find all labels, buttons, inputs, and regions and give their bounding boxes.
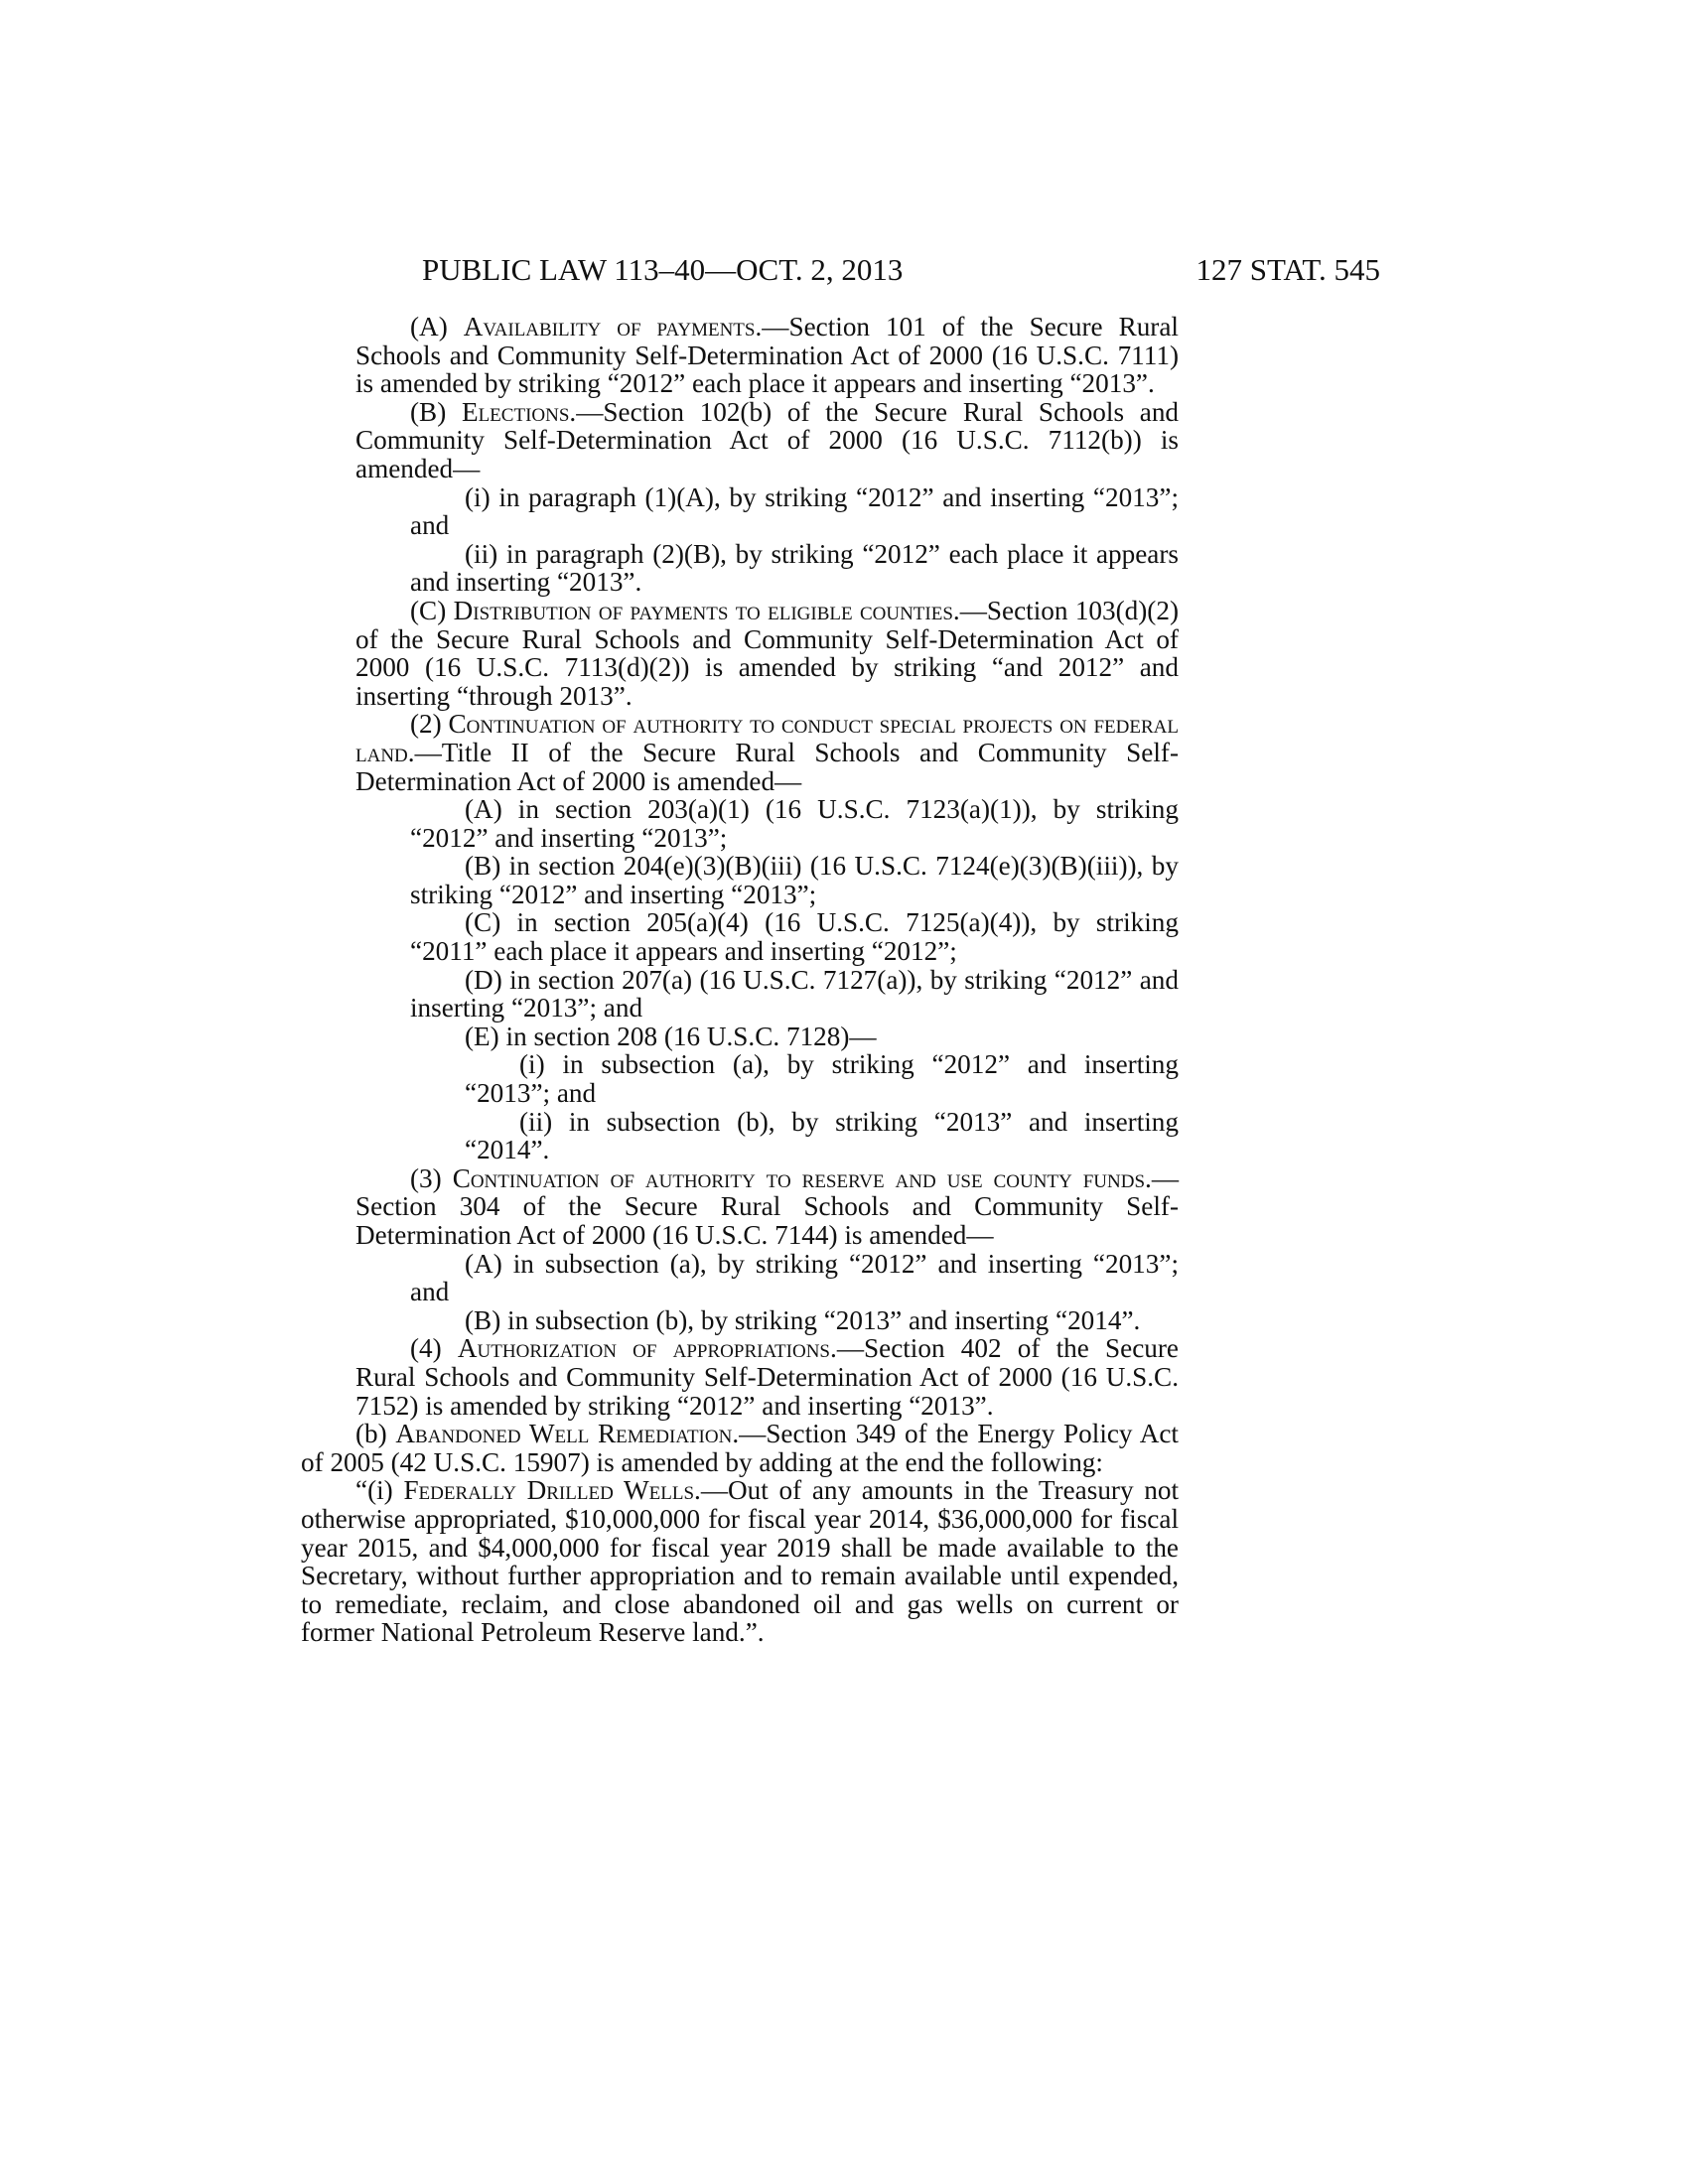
enumerator: (A)	[410, 312, 464, 341]
subparagraph-c-distribution	[355, 597, 1179, 710]
paragraph-2-special-projects	[355, 710, 1179, 795]
clause-2e-i: (i) in subsection (a), by striking “2012” and inserting “2013”; and	[465, 1049, 1179, 1109]
subparagraph-2c: (C) in section 205(a)(4) (16 U.S.C. 7125(a)(4)), by striking “2011” each place it appears and inserting “2012”;	[410, 907, 1179, 967]
page-citation: 127 STAT. 545	[1196, 252, 1380, 287]
section-heading: Distribution of payments to eligible counties	[453, 595, 953, 625]
subparagraph-2a: (A) in section 203(a)(1) (16 U.S.C. 7123(a)(1)), by striking “2012” and inserting “2013”;	[410, 794, 1179, 853]
section-heading: Abandoned Well Remediation	[395, 1419, 733, 1449]
section-heading: Continuation of authority to conduct special projects on federal land	[355, 709, 1179, 767]
section-heading: Elections	[461, 396, 570, 427]
section-text: .—Section 349 of the Energy Policy Act of 2005 (42 U.S.C. 15907) is amended by adding at the end the following:	[301, 1419, 1179, 1477]
section-text: .—Section 101 of the Secure Rural Schools and Community Self-Determination Act of 2000 (16 U.S.C. 7111) is amended by striking “2012” each place it appears and inserting “2013”.	[355, 312, 1179, 399]
subparagraph-3a: (A) in subsection (a), by striking “2012” and inserting “2013”; and	[410, 1248, 1179, 1307]
subparagraph-a-availability	[355, 313, 1179, 398]
paragraph-4-authorization	[355, 1334, 1179, 1420]
section-text: .—Title II of the Secure Rural Schools and Community Self-Determination Act of 2000 is amended—	[355, 737, 1179, 796]
section-text: .—Section 304 of the Secure Rural Schools and Community Self-Determination Act of 2000 (16 U.S.C. 7144) is amended—	[355, 1162, 1180, 1250]
enumerator: (C)	[410, 595, 454, 625]
section-heading: Federally Drilled Wells	[403, 1475, 695, 1506]
clause-2e-ii: (ii) in subsection (b), by striking “2013” and inserting “2014”.	[465, 1106, 1179, 1165]
section-heading: Continuation of authority to reserve and use county funds	[452, 1162, 1146, 1193]
subparagraph-b-elections	[355, 398, 1179, 483]
section-heading: Authorization of appropriations	[457, 1333, 831, 1364]
section-text: .—Section 102(b) of the Secure Rural Schools and Community Self-Determination Act of 2000 (16 U.S.C. 7112(b)) is amended—	[355, 396, 1180, 483]
document-body	[301, 313, 1179, 1647]
subparagraph-3b: (B) in subsection (b), by striking “2013” and inserting “2014”.	[465, 1304, 1141, 1335]
running-head-title: PUBLIC LAW 113–40—OCT. 2, 2013	[422, 252, 904, 287]
enumerator: (B)	[410, 396, 462, 427]
section-text: .—Out of any amounts in the Treasury not otherwise appropriated, $10,000,000 for fiscal year 2014, $36,000,000 for fiscal year 2015, and $4,000,000 for fiscal year 2019 shall be made available to the Secretary, without further appropriation and to remain available until expended, to remediate, reclaim, and close abandoned oil and gas wells on current or former National Petroleum Reserve land.”.	[301, 1475, 1179, 1648]
enumerator: “(i)	[355, 1475, 404, 1506]
paragraph-3-county-funds	[355, 1164, 1179, 1250]
subparagraph-2b: (B) in section 204(e)(3)(B)(iii) (16 U.S.C. 7124(e)(3)(B)(iii)), by striking “2012” and inserting “2013”;	[410, 851, 1179, 909]
subparagraph-2e: (E) in section 208 (16 U.S.C. 7128)—	[465, 1021, 877, 1051]
enumerator: (b)	[355, 1419, 396, 1449]
quoted-subsection-i	[301, 1476, 1179, 1647]
subparagraph-2d: (D) in section 207(a) (16 U.S.C. 7127(a)), by striking “2012” and inserting “2013”; and	[410, 964, 1179, 1024]
enumerator: (2)	[410, 709, 449, 740]
enumerator: (3)	[410, 1162, 453, 1193]
clause-i: (i) in paragraph (1)(A), by striking “2012” and inserting “2013”; and	[410, 481, 1179, 541]
subsection-b-abandoned-well	[301, 1420, 1179, 1476]
running-head	[422, 250, 1380, 290]
enumerator: (4)	[410, 1333, 458, 1364]
clause-ii: (ii) in paragraph (2)(B), by striking “2012” each place it appears and inserting “2013”.	[410, 538, 1179, 598]
section-heading: Availability of payments	[463, 312, 756, 341]
section-text: .—Section 103(d)(2) of the Secure Rural Schools and Community Self-Determination Act of 2000 (16 U.S.C. 7113(d)(2)) is amended by striking “and 2012” and inserting “through 2013”.	[355, 595, 1179, 711]
section-text: .—Section 402 of the Secure Rural Schools and Community Self-Determination Act of 2000 (16 U.S.C. 7152) is amended by striking “2012” and inserting “2013”.	[355, 1333, 1180, 1421]
